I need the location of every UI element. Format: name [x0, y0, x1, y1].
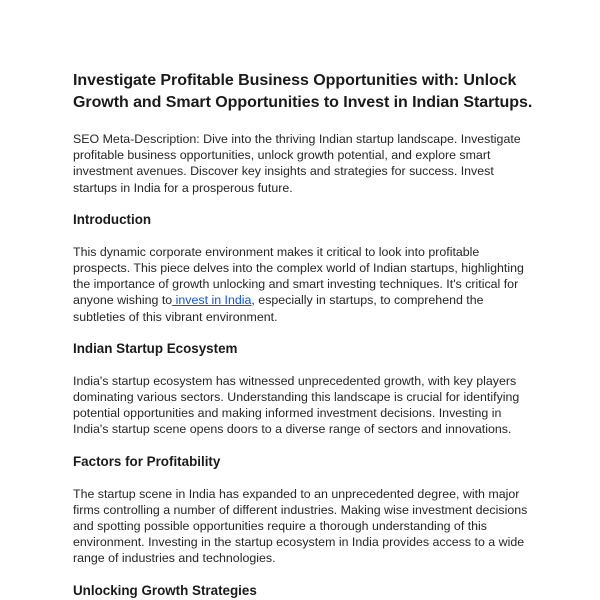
- document-title: Investigate Profitable Business Opportunities with: Unlock Growth and Smart Opportunities to Invest in Indian Startups.: [73, 72, 533, 111]
- section-heading-profitability: Factors for Profitability: [73, 453, 221, 469]
- document-content: [73, 70, 535, 600]
- intro-text-before-link: This dynamic corporate environment makes it critical to look into profitable prospects. This piece delves into the complex world of Indian startups, highlighting the importance of growth unlocking and smart investing techniques. It's critical for anyone wishing to: [73, 244, 524, 308]
- section-body-ecosystem: India's startup ecosystem has witnessed unprecedented growth, with key players dominating various sectors. Understanding this landscape is crucial for identifying potential opportunities and making informed investment decisions. Investing in India's startup scene opens doors to a diverse range of sectors and innovations.: [73, 373, 520, 437]
- meta-description: SEO Meta-Description: Dive into the thriving Indian startup landscape. Investigate profitable business opportunities, unlock growth potential, and explore smart investment avenues. Discover key insights and strategies for success. Invest startups in India for a prosperous future.: [73, 132, 521, 195]
- section-body-profitability: The startup scene in India has expanded to an unprecedented degree, with major firms controlling a number of different industries. Making wise investment decisions and spotting possible opportunities require a thorough understanding of this environment. Investing in the startup ecosystem in India provides access to a wide range of industries and technologies.: [73, 486, 528, 566]
- invest-in-india-link[interactable]: invest in India: [172, 293, 252, 308]
- section-heading-ecosystem: Indian Startup Ecosystem: [73, 340, 238, 356]
- section-heading-introduction: Introduction: [73, 211, 152, 227]
- section-body-introduction: [73, 244, 535, 325]
- section-heading-growth-strategies: Unlocking Growth Strategies: [73, 582, 257, 598]
- intro-text-after-link: , especially in startups, to comprehend the subtleties of this vibrant environment.: [73, 293, 484, 324]
